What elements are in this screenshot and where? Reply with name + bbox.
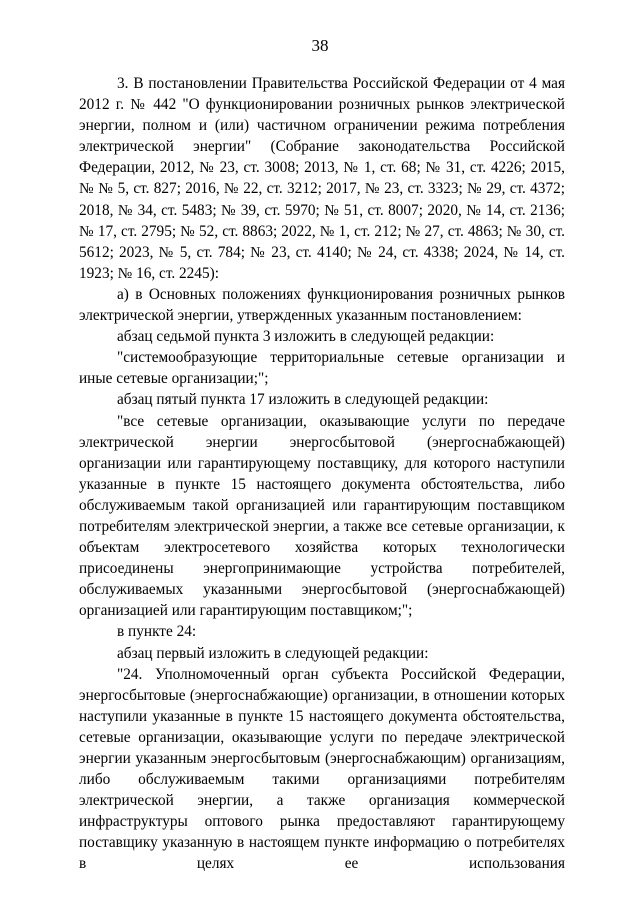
paragraph-point-24-intro: в пункте 24: [117,623,197,641]
paragraph-point-3-instruction: абзац седьмой пункта 3 изложить в следующей редакции: [117,328,495,346]
document-body [79,73,565,875]
paragraph-point-24-new-text: "24. Уполномоченный орган субъекта Российской Федерации, энергосбытовые (энергоснабжающие) организации, в отношении которых наступили указанные в пункте 15 настоящего документа обстоятельства, сетевые организации, оказывающие услуги по передаче электрической энергии указанным энергосбытовым (энергоснабжающим) организациям, либо обслуживаемым такими организациями потребителям электрической энергии, а также организация коммерческой инфраструктуры оптового рынка предоставляют гарантирующему поставщику указанную в настоящем пункте информацию о потребителях в целях ее использования [79,665,565,873]
paragraph-point-17-new-text: "все сетевые организации, оказывающие услуги по передаче электрической энергии энергосбытовой (энергоснабжающей) организации или гарантирующему поставщику, для которого наступили указанные в пункте 15 настоящего документа обстоятельства, либо обслуживаемым такой организацией или гарантирующим поставщиком потребителям электрической энергии, а также все сетевые организации, к объектам электросетевого хозяйства которых технологически присоединены энергопринимающие устройства потребителей, обслуживаемых указанными энергосбытовой (энергоснабжающей) организацией или гарантирующим поставщиком;"; [79,412,565,620]
paragraph-subitem-a: а) в Основных положениях функционирования розничных рынков электрической энергии, утвержденных указанным постановлением: [79,285,565,325]
paragraph-point-17-instruction: абзац пятый пункта 17 изложить в следующей редакции: [117,391,489,409]
paragraph-point-3-new-text: "системообразующие территориальные сетевые организации и иные сетевые организации;"; [79,349,565,388]
paragraph-amendment-3: 3. В постановлении Правительства Российской Федерации от 4 мая 2012 г. № 442 "О функционировании розничных рынков электрической энергии, полном и (или) частичном ограничении режима потребления электрической энергии" (Собрание законодательства Российской Федерации, 2012, № 23, ст. 3008; 2013, № 1, ст. 68; № 31, ст. 4226; 2015, № № 5, ст. 827; 2016, № 22, ст. 3212; 2017, № 23, ст. 3323; № 29, ст. 4372; 2018, № 34, ст. 5483; № 39, ст. 5970; № 51, ст. 8007; 2020, № 14, ст. 2136; № 17, ст. 2795; № 52, ст. 8863; 2022, № 1, ст. 212; № 27, ст. 4863; № 30, ст. 5612; 2023, № 5, ст. 784; № 23, ст. 4140; № 24, ст. 4338; 2024, № 14, ст. 1923; № 16, ст. 2245): [79,75,565,282]
page-number: 38 [311,36,329,55]
paragraph-point-24-instruction: абзац первый изложить в следующей редакции: [117,644,429,662]
